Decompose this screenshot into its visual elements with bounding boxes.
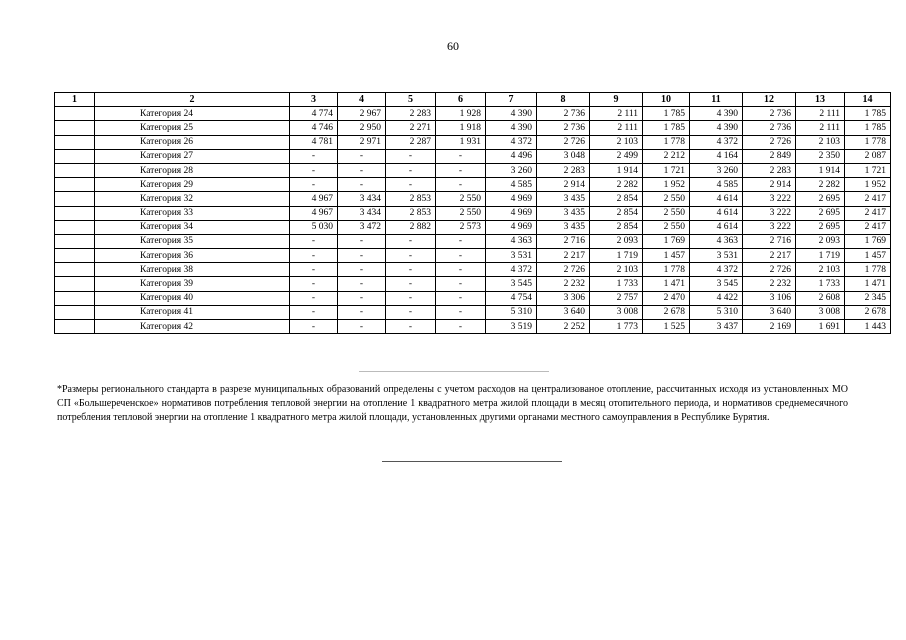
value-cell: 1 778 [643,263,690,277]
value-cell: 1 785 [845,107,891,121]
value-cell: 4 969 [486,192,537,206]
table-row [55,149,891,163]
value-cell: 2 736 [743,107,796,121]
value-cell: 3 531 [690,249,743,263]
value-cell: 2 967 [338,107,386,121]
value-cell: 4 372 [486,135,537,149]
value-cell: 2 726 [743,263,796,277]
row-number-cell [55,107,95,121]
column-header: 9 [590,93,643,107]
value-cell: 2 914 [743,178,796,192]
value-cell: 2 252 [537,320,590,334]
category-cell: Категория 42 [95,320,290,334]
value-cell: 2 736 [743,121,796,135]
separator-line [382,461,562,462]
value-cell: 2 550 [643,192,690,206]
value-cell: - [338,305,386,319]
value-cell: 3 545 [690,277,743,291]
value-cell: 4 496 [486,149,537,163]
column-header: 13 [796,93,845,107]
category-cell: Категория 39 [95,277,290,291]
table-row [55,192,891,206]
value-cell: - [436,149,486,163]
value-cell: 3 434 [338,206,386,220]
value-cell: - [436,234,486,248]
value-cell: 5 310 [690,305,743,319]
value-cell: 3 434 [338,192,386,206]
value-cell: - [386,234,436,248]
column-header: 4 [338,93,386,107]
value-cell: 1 471 [845,277,891,291]
value-cell: 4 372 [690,263,743,277]
value-cell: - [338,234,386,248]
value-cell: - [386,320,436,334]
value-cell: 4 746 [290,121,338,135]
value-cell: 4 390 [690,107,743,121]
category-cell: Категория 25 [95,121,290,135]
table-row [55,135,891,149]
category-cell: Категория 26 [95,135,290,149]
value-cell: - [338,263,386,277]
value-cell: 3 437 [690,320,743,334]
category-cell: Категория 29 [95,178,290,192]
category-cell: Категория 28 [95,163,290,177]
value-cell: - [290,249,338,263]
value-cell: - [290,163,338,177]
value-cell: 2 093 [590,234,643,248]
value-cell: - [290,263,338,277]
value-cell: 2 499 [590,149,643,163]
value-cell: 2 287 [386,135,436,149]
value-cell: - [386,249,436,263]
value-cell: 4 614 [690,192,743,206]
value-cell: - [338,178,386,192]
value-cell: 2 169 [743,320,796,334]
value-cell: 2 726 [537,135,590,149]
value-cell: 2 736 [537,107,590,121]
value-cell: 4 164 [690,149,743,163]
value-cell: - [338,291,386,305]
column-header: 7 [486,93,537,107]
value-cell: 2 350 [796,149,845,163]
value-cell: 2 678 [845,305,891,319]
table-row [55,121,891,135]
category-cell: Категория 38 [95,263,290,277]
value-cell: 4 585 [486,178,537,192]
value-cell: 2 283 [743,163,796,177]
value-cell: 2 757 [590,291,643,305]
value-cell: 3 435 [537,192,590,206]
value-cell: - [386,149,436,163]
value-cell: 4 614 [690,220,743,234]
value-cell: 1 778 [845,263,891,277]
row-number-cell [55,305,95,319]
category-cell: Категория 41 [95,305,290,319]
value-cell: 4 422 [690,291,743,305]
value-cell: 1 914 [590,163,643,177]
value-cell: 3 306 [537,291,590,305]
value-cell: 1 719 [796,249,845,263]
value-cell: 5 310 [486,305,537,319]
value-cell: 2 716 [537,234,590,248]
value-cell: - [386,305,436,319]
value-cell: 1 733 [590,277,643,291]
value-cell: 2 695 [796,206,845,220]
value-cell: 4 967 [290,206,338,220]
value-cell: 2 573 [436,220,486,234]
value-cell: 3 640 [743,305,796,319]
value-cell: 2 103 [590,263,643,277]
value-cell: 2 608 [796,291,845,305]
value-cell: 3 222 [743,192,796,206]
table-header-row [55,93,891,107]
row-number-cell [55,149,95,163]
value-cell: 2 111 [796,107,845,121]
value-cell: 1 785 [845,121,891,135]
value-cell: 2 282 [590,178,643,192]
value-cell: 1 928 [436,107,486,121]
table-row [55,320,891,334]
value-cell: 1 778 [643,135,690,149]
value-cell: - [436,305,486,319]
value-cell: 4 614 [690,206,743,220]
value-cell: - [338,320,386,334]
value-cell: 4 781 [290,135,338,149]
value-cell: - [436,249,486,263]
category-cell: Категория 33 [95,206,290,220]
value-cell: - [290,291,338,305]
row-number-cell [55,163,95,177]
value-cell: 3 260 [486,163,537,177]
value-cell: 2 283 [386,107,436,121]
value-cell: 4 754 [486,291,537,305]
table-row [55,220,891,234]
value-cell: 2 111 [796,121,845,135]
value-cell: 2 853 [386,206,436,220]
value-cell: 2 853 [386,192,436,206]
value-cell: 1 691 [796,320,845,334]
value-cell: 5 030 [290,220,338,234]
value-cell: 2 695 [796,220,845,234]
table-row [55,234,891,248]
value-cell: 3 472 [338,220,386,234]
value-cell: - [338,277,386,291]
category-cell: Категория 34 [95,220,290,234]
value-cell: 1 952 [845,178,891,192]
column-header: 3 [290,93,338,107]
value-cell: 4 969 [486,206,537,220]
value-cell: 1 471 [643,277,690,291]
table-row [55,277,891,291]
value-cell: 3 260 [690,163,743,177]
value-cell: 1 778 [845,135,891,149]
value-cell: 2 695 [796,192,845,206]
column-header: 2 [95,93,290,107]
value-cell: 2 271 [386,121,436,135]
value-cell: 1 457 [845,249,891,263]
value-cell: 2 103 [796,263,845,277]
value-cell: 1 443 [845,320,891,334]
category-cell: Категория 24 [95,107,290,121]
column-header: 12 [743,93,796,107]
row-number-cell [55,277,95,291]
value-cell: 2 950 [338,121,386,135]
value-cell: - [436,163,486,177]
value-cell: 2 282 [796,178,845,192]
value-cell: 3 545 [486,277,537,291]
value-cell: 1 931 [436,135,486,149]
value-cell: - [386,178,436,192]
value-cell: 2 417 [845,206,891,220]
value-cell: 2 093 [796,234,845,248]
value-cell: 2 971 [338,135,386,149]
table-row [55,178,891,192]
table-row [55,107,891,121]
category-cell: Категория 40 [95,291,290,305]
footnote: *Размеры регионального стандарта в разрезе муниципальных образований определены с учетом расходов на централизованое отопление, рассчитанных исходя из установленных МО СП «Большереченское» нормативов потребления тепловой энергии на отопление 1 квадратного метра жилой площади в месяц отопительного периода, и нормативов среднемесячного потребления тепловой энергии на отопление 1 квадратного метра жилой площади, установленных другими органами местного самоуправления в Республике Бурятия. [57,384,848,424]
value-cell: 2 417 [845,220,891,234]
value-cell: 2 550 [643,206,690,220]
table-row [55,163,891,177]
value-cell: 3 435 [537,220,590,234]
column-header: 14 [845,93,891,107]
value-cell: 1 525 [643,320,690,334]
value-cell: - [290,305,338,319]
value-cell: 3 222 [743,206,796,220]
value-cell: 2 345 [845,291,891,305]
value-cell: 4 363 [486,234,537,248]
value-cell: - [436,178,486,192]
value-cell: 1 914 [796,163,845,177]
column-header: 6 [436,93,486,107]
value-cell: 2 726 [743,135,796,149]
value-cell: 2 470 [643,291,690,305]
value-cell: 4 967 [290,192,338,206]
value-cell: 2 726 [537,263,590,277]
value-cell: - [436,320,486,334]
value-cell: - [386,277,436,291]
value-cell: 4 390 [690,121,743,135]
value-cell: 1 773 [590,320,643,334]
value-cell: 2 212 [643,149,690,163]
table-row [55,263,891,277]
value-cell: 4 969 [486,220,537,234]
value-cell: - [436,263,486,277]
value-cell: 4 390 [486,107,537,121]
value-cell: 2 087 [845,149,891,163]
column-header: 5 [386,93,436,107]
value-cell: 1 785 [643,107,690,121]
value-cell: 3 435 [537,206,590,220]
value-cell: - [338,249,386,263]
row-number-cell [55,135,95,149]
value-cell: 2 849 [743,149,796,163]
category-cell: Категория 36 [95,249,290,263]
value-cell: 3 640 [537,305,590,319]
value-cell: 3 531 [486,249,537,263]
value-cell: 1 769 [643,234,690,248]
column-header: 10 [643,93,690,107]
value-cell: 4 372 [690,135,743,149]
value-cell: 3 106 [743,291,796,305]
value-cell: 1 719 [590,249,643,263]
value-cell: - [338,163,386,177]
value-cell: 2 550 [643,220,690,234]
row-number-cell [55,291,95,305]
value-cell: 2 678 [643,305,690,319]
value-cell: 2 283 [537,163,590,177]
row-number-cell [55,263,95,277]
value-cell: 2 103 [796,135,845,149]
value-cell: 1 952 [643,178,690,192]
value-cell: - [290,234,338,248]
table-row [55,206,891,220]
value-cell: 1 918 [436,121,486,135]
value-cell: - [338,149,386,163]
value-cell: 3 008 [590,305,643,319]
row-number-cell [55,220,95,234]
table-row [55,291,891,305]
value-cell: 2 716 [743,234,796,248]
value-cell: 2 232 [537,277,590,291]
value-cell: 1 721 [845,163,891,177]
value-cell: 2 736 [537,121,590,135]
regional-standard-table [54,92,891,334]
category-cell: Категория 32 [95,192,290,206]
value-cell: 4 372 [486,263,537,277]
value-cell: 3 048 [537,149,590,163]
value-cell: - [436,277,486,291]
row-number-cell [55,320,95,334]
row-number-cell [55,249,95,263]
column-header: 11 [690,93,743,107]
value-cell: 2 217 [743,249,796,263]
value-cell: 2 854 [590,220,643,234]
category-cell: Категория 35 [95,234,290,248]
value-cell: 2 217 [537,249,590,263]
table-row [55,305,891,319]
value-cell: - [386,263,436,277]
category-cell: Категория 27 [95,149,290,163]
separator-line [359,371,549,372]
value-cell: - [386,291,436,305]
value-cell: 2 550 [436,192,486,206]
value-cell: - [290,277,338,291]
value-cell: 2 232 [743,277,796,291]
value-cell: 2 914 [537,178,590,192]
value-cell: 2 417 [845,192,891,206]
value-cell: 3 222 [743,220,796,234]
value-cell: - [290,178,338,192]
value-cell: - [290,149,338,163]
row-number-cell [55,192,95,206]
value-cell: 4 774 [290,107,338,121]
value-cell: 2 882 [386,220,436,234]
row-number-cell [55,178,95,192]
value-cell: 2 854 [590,206,643,220]
value-cell: 2 854 [590,192,643,206]
row-number-cell [55,121,95,135]
row-number-cell [55,234,95,248]
column-header: 8 [537,93,590,107]
value-cell: 4 363 [690,234,743,248]
value-cell: 2 111 [590,121,643,135]
value-cell: 4 390 [486,121,537,135]
value-cell: 1 769 [845,234,891,248]
value-cell: - [386,163,436,177]
value-cell: 1 721 [643,163,690,177]
table-row [55,249,891,263]
value-cell: 2 550 [436,206,486,220]
row-number-cell [55,206,95,220]
value-cell: 3 519 [486,320,537,334]
value-cell: - [436,291,486,305]
value-cell: - [290,320,338,334]
value-cell: 1 457 [643,249,690,263]
page-number: 60 [447,39,459,53]
value-cell: 1 733 [796,277,845,291]
value-cell: 2 103 [590,135,643,149]
value-cell: 1 785 [643,121,690,135]
value-cell: 2 111 [590,107,643,121]
value-cell: 4 585 [690,178,743,192]
value-cell: 3 008 [796,305,845,319]
column-header: 1 [55,93,95,107]
